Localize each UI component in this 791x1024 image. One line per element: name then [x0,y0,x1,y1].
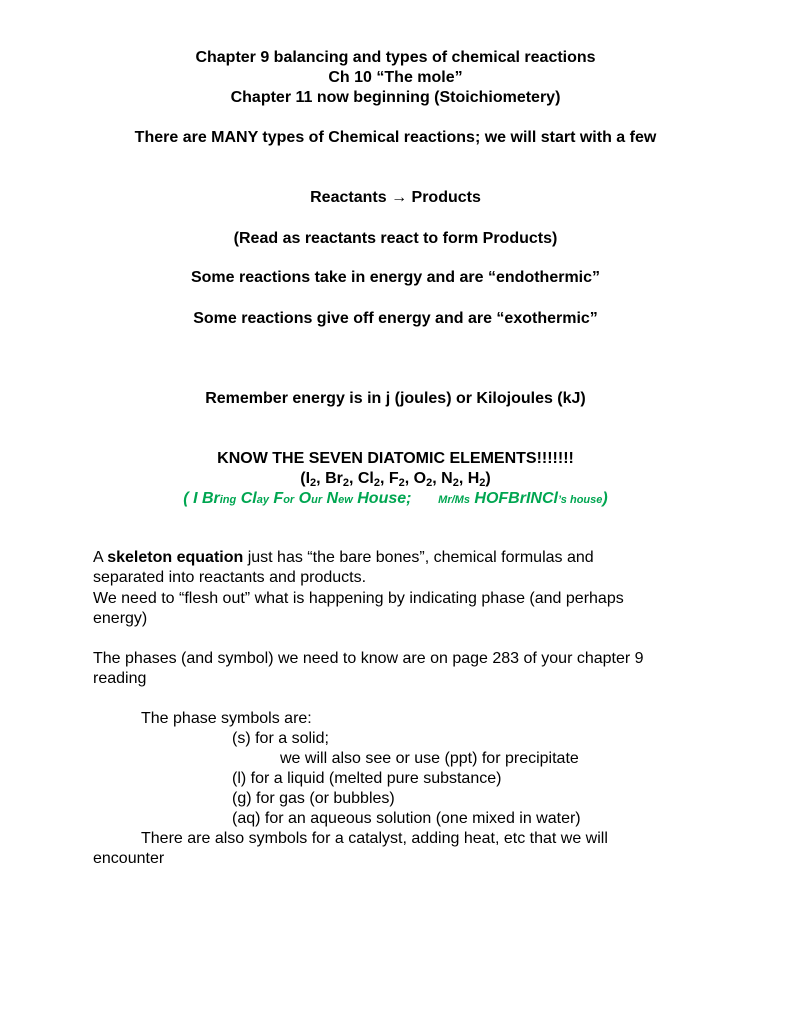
reactants-products-line [0,188,791,208]
catalyst-line-2: encounter [93,850,165,867]
read-as-line: (Read as reactants react to form Products) [233,230,558,247]
energy-units-line: Remember energy is in j (joules) or Kilojoules (kJ) [205,390,586,407]
element-n2: $N_2$ [441,470,459,489]
element-f2: $F_2$ [388,470,405,489]
phase-liquid: (l) for a liquid (melted pure substance) [232,770,502,787]
mnemonic-word: House; [357,490,412,507]
diatomic-mnemonic: ( I Bring Clay For Our New House; Mr/Ms HOFBrINCl’s house) [183,490,608,507]
mr-ms-label: Mr/Ms [438,494,470,506]
mnemonic-word: New [326,490,353,507]
skeleton-line-4: energy) [93,610,148,627]
hofbrincl-name: HOFBrINCl [474,490,558,507]
house-suffix: ’s house [557,494,603,506]
element-i2: $I_2$ [305,470,317,489]
phase-gas: (g) for gas (or bubbles) [232,790,395,807]
arrow-icon: → [391,189,408,206]
chapter-11-heading: Chapter 11 now beginning (Stoichiometery) [230,89,561,106]
element-h2: $H_2$ [467,470,486,489]
phase-aqueous: (aq) for an aqueous solution (one mixed in water) [232,810,581,827]
skeleton-line-2: separated into reactants and products. [93,569,367,586]
exothermic-line: Some reactions give off energy and are “exothermic” [193,310,598,327]
element-cl2: $Cl_2$ [357,470,380,489]
diatomic-elements-list: ($I_2$, $Br_2$, $Cl_2$, $F_2$, $O_2$, $N_2$, $H_2$) [300,470,491,489]
phase-solid: (s) for a solid; [232,730,329,747]
phase-symbols-heading: The phase symbols are: [141,710,312,727]
reactants-label: Reactants [310,189,387,206]
element-o2: $O_2$ [413,470,433,489]
mnemonic-word: Bring [201,490,237,507]
mnemonic-word: I [193,490,198,507]
intro-line: There are MANY types of Chemical reactions; we will start with a few [134,129,657,146]
phases-line-2: reading [93,670,147,687]
chapter-10-heading: Ch 10 “The mole” [328,69,463,86]
skeleton-line-1: A skeleton equation just has “the bare bones”, chemical formulas and [93,549,594,566]
mnemonic-word: Our [298,490,323,507]
skeleton-equation-term: skeleton equation [107,549,244,566]
phases-line-1: The phases (and symbol) we need to know are on page 283 of your chapter 9 [93,650,644,667]
mnemonic-word: For [273,490,295,507]
catalyst-line-1: There are also symbols for a catalyst, adding heat, etc that we will [141,830,608,847]
phase-ppt: we will also see or use (ppt) for precipitate [280,750,579,767]
element-br2: $Br_2$ [325,470,349,489]
chapter-9-heading: Chapter 9 balancing and types of chemical reactions [195,49,596,66]
endothermic-line: Some reactions take in energy and are “endothermic” [190,269,601,286]
mnemonic-word: Clay [240,490,269,507]
diatomic-heading: KNOW THE SEVEN DIATOMIC ELEMENTS!!!!!!! [217,450,574,467]
products-label: Products [411,189,481,206]
skeleton-line-3: We need to “flesh out” what is happening by indicating phase (and perhaps [93,590,624,607]
